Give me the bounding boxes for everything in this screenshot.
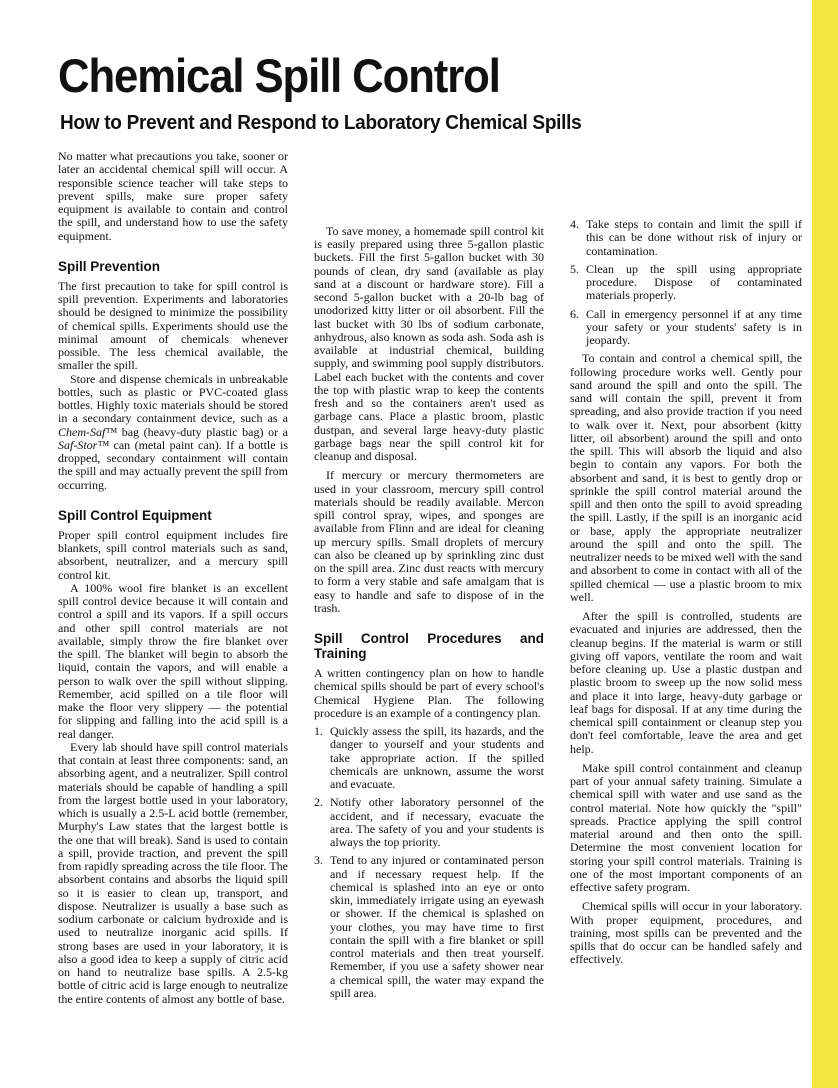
step-number: 6. <box>570 306 579 321</box>
cleanup-paragraph: After the spill is controlled, students are evacuated and injuries are addressed, then the cleanup begins. If the material is warm or still giving off vapors, ventilate the room and wait before cleaning up. Use a plastic dustpan and plastic broom to sweep up the now solid mess and place it into large, heavy-duty garbage or leaf bags for disposal. If at any time during the chemical spill containment or cleanup step you don't feel comfortable, leave the area and get help. <box>570 609 802 756</box>
procedure-steps-continued <box>570 218 802 347</box>
step-text: Quickly assess the spill, its hazards, and the danger to yourself and your students and take appropriate action. If the spilled chemicals are unknown, assume the worst and evacuate. <box>330 724 544 791</box>
step-text: Clean up the spill using appropriate procedure. Dispose of contaminated materials properly. <box>586 261 802 303</box>
step-text: Call in emergency personnel if at any time your safety or your students' safety is in jeopardy. <box>586 306 802 347</box>
product-saf-stor: Saf-Stor™ <box>58 437 110 452</box>
procedures-heading: Spill Control Procedures and Training <box>314 631 544 661</box>
spill-materials-paragraph: Every lab should have spill control materials that contain at least three components: sand, an absorbing agent, and a neutralizer. Spill control materials should be capable of handling a spill from the largest bottle used in your laboratory, which is usually a 2.5-L acid bottle (remember, Murphy's Law states that the largest bottle is the one that will break). Sand is used to contain a spill, provide traction, and prevent the spill from rapidly spreading across the tile floor. The absorbent contains and absorbs the liquid spill so it is easier to clean up, transport, and dispose. Neutralizer is usually a base such as sodium carbonate or calcium hydroxide and is used to neutralize inorganic acid spills. If strong bases are used in your laboratory, it is also a good idea to keep a supply of citric acid on hand to neutralize base spills. A 2.5-kg bottle of citric acid is large enough to neutralize the entire contents of almost any bottle of base. <box>58 739 288 1006</box>
step-number: 1. <box>314 724 323 738</box>
text-run: bag (heavy-duty plastic bag) or a <box>117 424 288 439</box>
step-text: Take steps to contain and limit the spill if this can be done without risk of injury or contamination. <box>586 217 802 258</box>
equipment-heading: Spill Control Equipment <box>58 507 212 523</box>
procedure-step <box>314 796 544 849</box>
equipment-paragraph-1: Proper spill control equipment includes fire blankets, spill control materials such as sand, absorbent, neutralizer, and a mercury spill control kit. <box>58 527 288 582</box>
fire-blanket-paragraph: A 100% wool fire blanket is an excellent spill control device because it will contain and control a spill and its vapors. If a spill occurs and other spill control materials are not available, simply throw the fire blanket over the spill. The blanket will begin to absorb the liquid, contain the vapors, and will enable a person to walk over the spill without slipping. Remember, acid spilled on a tile floor will make the floor very slippery — the potential for slipping and falling into the acid spill is a real danger. <box>58 580 288 741</box>
homemade-kit-paragraph: To save money, a homemade spill control kit is easily prepared using three 5-gallon plastic buckets. Fill the first 5-gallon bucket with 30 pounds of clean, dry sand (available as play sand at a discount or hardware store). Fill a second 5-gallon bucket with a 20-lb bag of unodorized kitty litter or oil absorbent. Fill the last bucket with 30 lbs of sodium carbonate, anhydrous, also known as soda ash. Soda ash is available at industrial chemical, building supply, and swimming pool supply distributors. Label each bucket with the contents and cover the top with plastic wrap to keep the contents fresh and so the containers aren't used as garbage cans. Place a plastic broom, plastic dustpan, and several large heavy-duty plastic garbage bags near the spill control kit for cleanup and disposal. <box>314 223 544 463</box>
spill-prevention-heading: Spill Prevention <box>58 258 161 274</box>
column-2 <box>314 150 544 1005</box>
spill-prevention-paragraph-2 <box>58 373 288 492</box>
step-number: 3. <box>314 853 323 868</box>
procedures-paragraph-1: A written contingency plan on how to handle chemical spills should be part of every school's Chemical Hygiene Plan. The following procedure is an example of a contingency plan. <box>314 666 544 720</box>
containment-paragraph: To contain and control a chemical spill, the following procedure works well. Gently pour sand around the spill and onto the spill. The sand will contain the spill, prevent it from spreading, and also provide traction if you need to walk over it. Next, pour absorbent (kitty litter, oil absorbent) around the spill and onto the spill. This will absorb the liquid and also begin to contain any vapors. For both the absorbent and sand, it is best to gently drop or sprinkle the spill control material around the spill and then onto the spill to avoid spreading the spill. Lastly, if the spill is an inorganic acid or base, apply the appropriate neutralizer around the spill and onto the spill. The neutralizer needs to be mixed well with the sand and absorbent to come in contact with all of the spilled chemical — use a plastic broom to mix well. <box>570 351 802 604</box>
step-text: Tend to any injured or contaminated person and if necessary request help. If the chemical is splashed into an eye or onto skin, immediately irrigate using an eyewash or shower. If the chemical is splashed on your clothes, you may have time to first contain the spill with a fire blanket or spill control materials and then treat yourself. Remember, if you use a safety shower near a chemical spill, the water may expand the spill area. <box>330 853 544 1000</box>
product-chem-saf: Chem-Saf™ <box>58 424 118 439</box>
procedure-step <box>570 308 802 348</box>
training-paragraph: Make spill control containment and cleanup part of your annual safety training. Simulate a chemical spill with water and use sand as the control material. Note how quickly the "spill" spreads. Practice applying the spill control material around and then onto the spill. Determine the most convenient location for storing your spill control materials. Training is one of the most important components of an effective safety program. <box>570 760 802 894</box>
procedure-step <box>314 854 544 1000</box>
mercury-paragraph: If mercury or mercury thermometers are used in your classroom, mercury spill control materials should be readily available. Mercon spill control spray, wipes, and sponges are available from Flinn and are ideal for cleaning up mercury spills. Small droplets of mercury can also be cleaned up by sprinkling zinc dust on the spill area. Zinc dust reacts with mercury to form a very stable and safe amalgam that is easy to handle and safe to dispose of in the trash. <box>314 468 544 615</box>
text-run: Store and dispense chemicals in unbreakable bottles, such as plastic or PVC-coated glass bottles. Highly toxic materials should be stored in a secondary containment device, such as a <box>58 371 288 426</box>
procedure-step <box>570 263 802 303</box>
step-text: Notify other laboratory personnel of the accident, and if necessary, evacuate the area. The safety of you and your students is always the top priority. <box>330 795 544 849</box>
page-subtitle: How to Prevent and Respond to Laboratory Chemical Spills <box>60 112 582 134</box>
page-title: Chemical Spill Control <box>58 49 500 102</box>
column-3 <box>570 150 802 967</box>
column-1 <box>58 150 288 1006</box>
step-number: 5. <box>570 261 579 276</box>
intro-paragraph: No matter what precautions you take, sooner or later an accidental chemical spill will occur. A responsible science teacher will take steps to prevent spills, make sure proper safety equipment is available to contain and control the spill, and understand how to use the safety equipment. <box>58 149 288 243</box>
procedure-step <box>314 725 544 791</box>
procedure-steps <box>314 725 544 1000</box>
spill-prevention-paragraph-1: The first precaution to take for spill control is spill prevention. Experiments and laboratories should be designed to minimize the possibility of chemical spills. Experiments should use the minimal amount of chemicals whenever possible. The less chemical available, the smaller the spill. <box>58 278 288 373</box>
step-number: 2. <box>314 795 323 810</box>
closing-paragraph: Chemical spills will occur in your laboratory. With proper equipment, procedures, and training, most spills can be prevented and the spills that do occur can be handled safely and effectively. <box>570 899 802 967</box>
yellow-edge-bar <box>812 0 838 1088</box>
text-run: can (metal paint can). If a bottle is dropped, secondary containment will contain the spill and may actually prevent the spill from occurring. <box>58 437 288 492</box>
procedure-step <box>570 218 802 258</box>
step-number: 4. <box>570 217 579 231</box>
